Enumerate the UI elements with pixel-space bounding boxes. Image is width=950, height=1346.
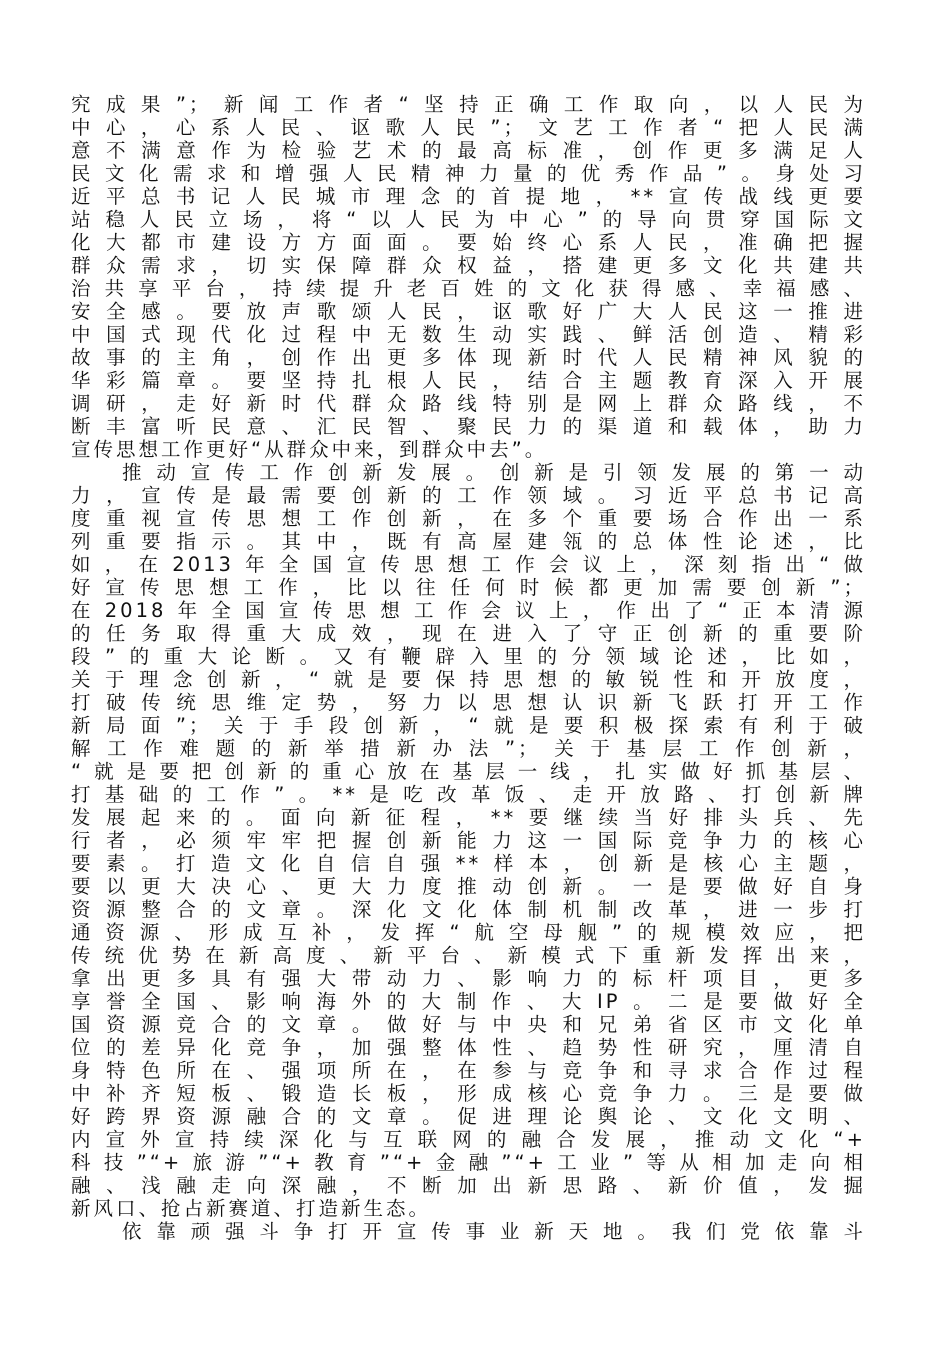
text-line: 民文化需求和增强人民精神力量的优秀作品”。身处习 <box>71 162 866 185</box>
text-line: 新局面”；关于手段创新，“就是要积极探索有利于破 <box>71 714 866 737</box>
text-line: 故事的主角，创作出更多体现新时代人民精神风貌的 <box>71 346 866 369</box>
text-line: 中补齐短板、锻造长板，形成核心竞争力。三是要做 <box>71 1082 866 1105</box>
text-line: 内宣外宣持续深化与互联网的融合发展，推动文化“+ <box>71 1128 866 1151</box>
text-line: 治共享平台，持续提升老百姓的文化获得感、幸福感、 <box>71 277 866 300</box>
text-line: 打基础的工作”。**是吃改革饭、走开放路、打创新牌 <box>71 783 866 806</box>
text-line: 意不满意作为检验艺术的最高标准，创作更多满足人 <box>71 139 866 162</box>
text-line: 好宣传思想工作，比以往任何时候都更加需要创新”； <box>71 576 866 599</box>
text-line: 通资源、形成互补，发挥“航空母舰”的规模效应，把 <box>71 921 866 944</box>
text-line: 资源整合的文章。深化文化体制机制改革，进一步打 <box>71 898 866 921</box>
text-line: 调研，走好新时代群众路线特别是网上群众路线，不 <box>71 392 866 415</box>
text-line: 关于理念创新，“就是要保持思想的敏锐性和开放度， <box>71 668 866 691</box>
text-line: 在2018年全国宣传思想工作会议上，作出了“正本清源 <box>71 599 866 622</box>
text-line: 行者，必须牢牢把握创新能力这一国际竞争力的核心 <box>71 829 866 852</box>
text-line: 如，在2013年全国宣传思想工作会议上，深刻指出“做 <box>71 553 866 576</box>
text-line: 解工作难题的新举措新办法”；关于基层工作创新， <box>71 737 866 760</box>
text-line: 中心，心系人民、讴歌人民”；文艺工作者“把人民满 <box>71 116 866 139</box>
text-line: 传统优势在新高度、新平台、新模式下重新发挥出来， <box>71 944 866 967</box>
text-line: 融、浅融走向深融，不断加出新思路、新价值，发掘 <box>71 1174 866 1197</box>
text-line: 新风口、抢占新赛道、打造新生态。 <box>71 1197 432 1220</box>
text-line: 的任务取得重大成效，现在进入了守正创新的重要阶 <box>71 622 866 645</box>
text-line: 好跨界资源融合的文章。促进理论舆论、文化文明、 <box>71 1105 866 1128</box>
text-line: 要素。打造文化自信自强**样本，创新是核心主题， <box>71 852 866 875</box>
text-line: 依靠顽强斗争打开宣传事业新天地。我们党依靠斗 <box>122 1220 866 1243</box>
text-line: 力，宣传是最需要创新的工作领域。习近平总书记高 <box>71 484 866 507</box>
text-line: 度重视宣传思想工作创新，在多个重要场合作出一系 <box>71 507 866 530</box>
text-line: “就是要把创新的重心放在基层一线，扎实做好抓基层、 <box>71 760 866 783</box>
text-line: 安全感。要放声歌颂人民，讴歌好广大人民这一推进 <box>71 300 866 323</box>
text-line: 段”的重大论断。又有鞭辟入里的分领域论述，比如， <box>71 645 866 668</box>
text-line: 发展起来的。面向新征程，**要继续当好排头兵、先 <box>71 806 866 829</box>
text-line: 断丰富听民意、汇民智、聚民力的渠道和载体，助力 <box>71 415 866 438</box>
text-line: 科技”“+旅游”“+教育”“+金融”“+工业”等从相加走向相 <box>71 1151 866 1174</box>
text-line: 打破传统思维定势，努力以思想认识新飞跃打开工作 <box>71 691 866 714</box>
text-line: 拿出更多具有强大带动力、影响力的标杆项目，更多 <box>71 967 866 990</box>
text-line: 列重要指示。其中，既有高屋建瓴的总体性论述，比 <box>71 530 866 553</box>
text-line: 宣传思想工作更好“从群众中来，到群众中去”。 <box>71 438 548 461</box>
text-line: 国资源竞合的文章。做好与中央和兄弟省区市文化单 <box>71 1013 866 1036</box>
text-line: 近平总书记人民城市理念的首提地，**宣传战线更要 <box>71 185 866 208</box>
text-line: 推动宣传工作创新发展。创新是引领发展的第一动 <box>122 461 866 484</box>
text-line: 化大都市建设方方面面。要始终心系人民，准确把握 <box>71 231 866 254</box>
text-line: 位的差异化竞争，加强整体性、趋势性研究，厘清自 <box>71 1036 866 1059</box>
text-line: 中国式现代化过程中无数生动实践、鲜活创造、精彩 <box>71 323 866 346</box>
text-line: 群众需求，切实保障群众权益，搭建更多文化共建共 <box>71 254 866 277</box>
text-line: 华彩篇章。要坚持扎根人民，结合主题教育深入开展 <box>71 369 866 392</box>
text-line: 究成果”；新闻工作者“坚持正确工作取向，以人民为 <box>71 93 866 116</box>
text-line: 身特色所在、强项所在，在参与竞争和寻求合作过程 <box>71 1059 866 1082</box>
text-line: 享誉全国、影响海外的大制作、大IP。二是要做好全 <box>71 990 866 1013</box>
text-line: 要以更大决心、更大力度推动创新。一是要做好自身 <box>71 875 866 898</box>
text-line: 站稳人民立场，将“以人民为中心”的导向贯穿国际文 <box>71 208 866 231</box>
